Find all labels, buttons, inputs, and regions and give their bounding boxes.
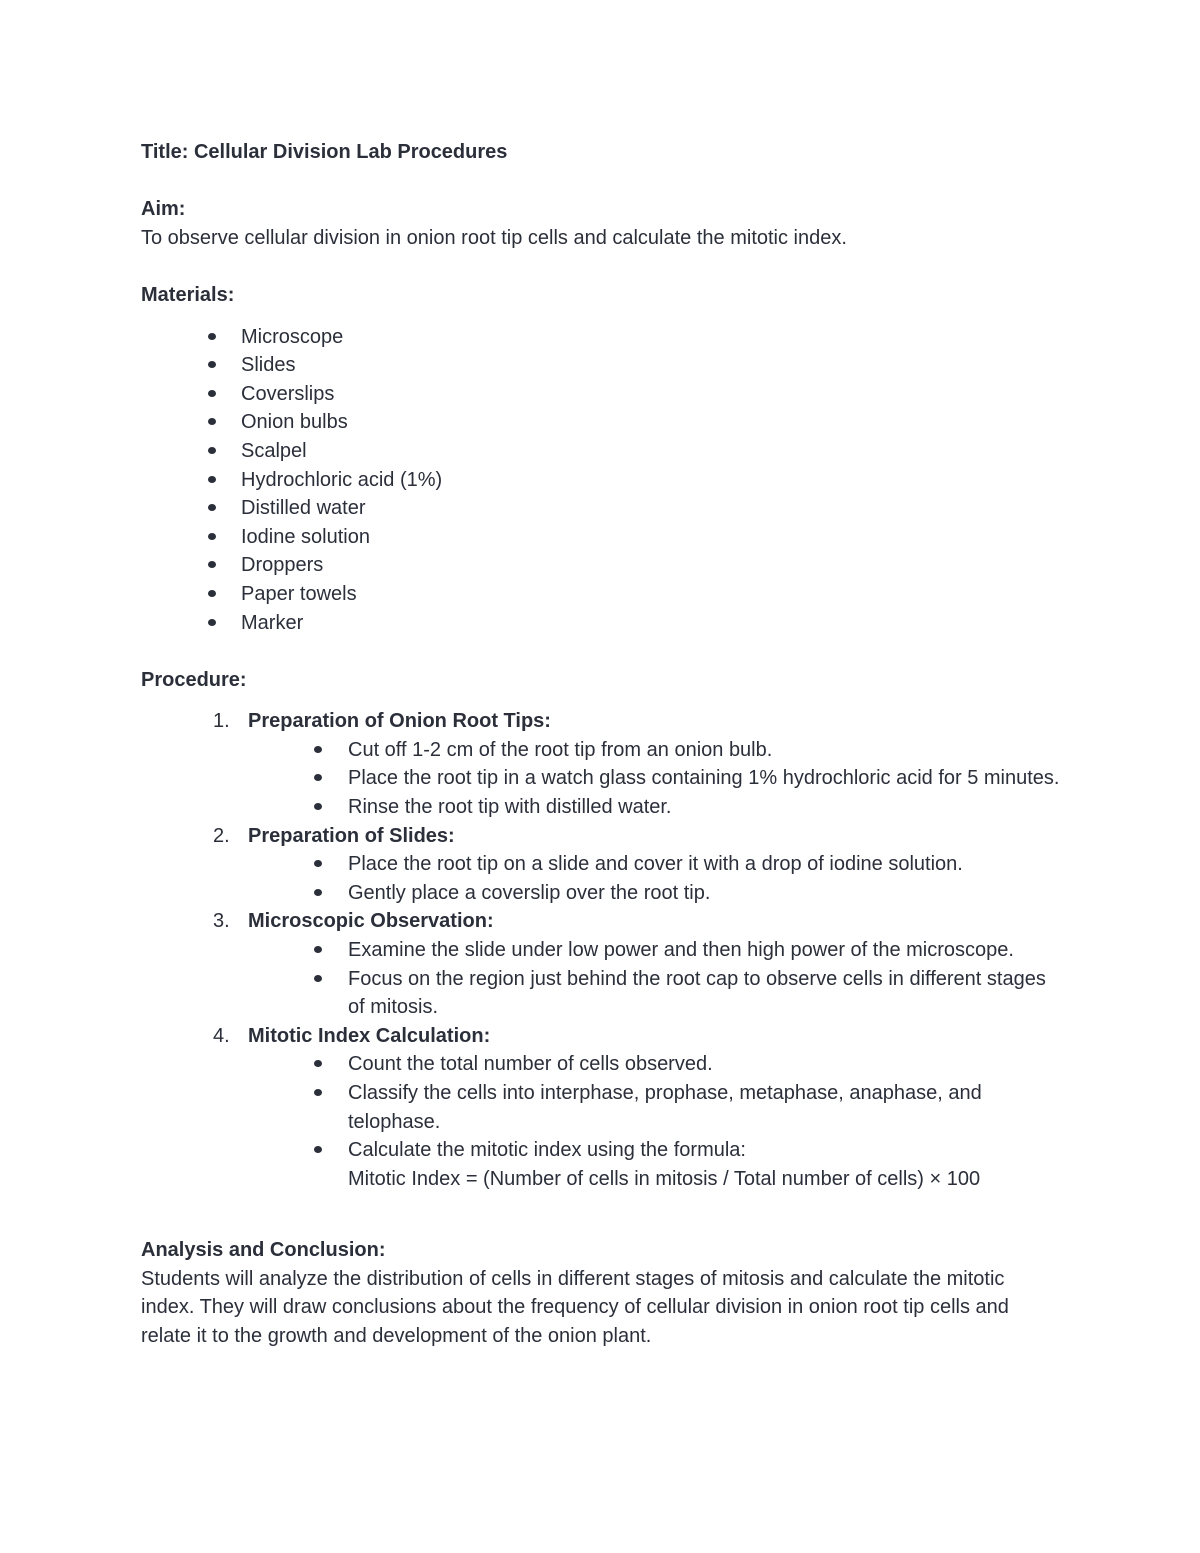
bullet-icon (208, 447, 216, 454)
bullet-icon (208, 333, 216, 340)
list-item: Scalpel (141, 437, 1061, 466)
procedure-steps (141, 707, 1061, 1193)
step-number: 4. (213, 1024, 230, 1047)
aim-heading: Aim: (141, 198, 186, 221)
step-number: 3. (213, 910, 230, 933)
bullet-icon (314, 1060, 322, 1067)
list-item: Distilled water (141, 494, 1061, 523)
procedure-heading: Procedure: (141, 668, 247, 691)
list-item: Onion bulbs (141, 408, 1061, 437)
list-item: Calculate the mitotic index using the formula: Mitotic Index = (Number of cells in mitosis / Total number of cells) × 100 (141, 1136, 1061, 1193)
procedure-step (141, 822, 1061, 908)
step-title: Microscopic Observation: (248, 910, 494, 933)
analysis-text: Students will analyze the distribution of cells in different stages of mitosis and calculate the mitotic index. They will draw conclusions about the frequency of cellular division in onion root tip cells and relate it to the growth and development of the onion plant. (141, 1267, 1009, 1347)
step-title: Preparation of Slides: (248, 824, 455, 847)
list-item: Classify the cells into interphase, prophase, metaphase, anaphase, and telophase. (141, 1079, 1061, 1136)
bullet-icon (314, 803, 322, 810)
list-item: Coverslips (141, 380, 1061, 409)
step-items (248, 850, 1061, 907)
bullet-icon (314, 889, 322, 896)
bullet-icon (314, 946, 322, 953)
list-item: Gently place a coverslip over the root tip. (141, 879, 1061, 908)
procedure-step (141, 1022, 1061, 1194)
list-item: Paper towels (141, 580, 1061, 609)
step-number: 2. (213, 824, 230, 847)
list-item: Iodine solution (141, 523, 1061, 552)
list-item: Hydrochloric acid (1%) (141, 466, 1061, 495)
list-item: Focus on the region just behind the root cap to observe cells in different stages of mitosis. (141, 965, 1061, 1022)
list-item: Droppers (141, 551, 1061, 580)
aim-text: To observe cellular division in onion root tip cells and calculate the mitotic index. (141, 226, 847, 249)
bullet-icon (314, 1146, 322, 1153)
list-item: Place the root tip on a slide and cover it with a drop of iodine solution. (141, 850, 1061, 879)
list-item: Cut off 1-2 cm of the root tip from an onion bulb. (141, 736, 1061, 765)
bullet-icon (208, 476, 216, 483)
mitotic-index-formula: Mitotic Index = (Number of cells in mitosis / Total number of cells) × 100 (348, 1167, 981, 1190)
bullet-icon (208, 504, 216, 511)
materials-list (141, 323, 1061, 638)
bullet-icon (314, 860, 322, 867)
bullet-icon (208, 619, 216, 626)
bullet-icon (314, 1089, 322, 1096)
list-item: Examine the slide under low power and then high power of the microscope. (141, 936, 1061, 965)
list-item: Count the total number of cells observed. (141, 1050, 1061, 1079)
list-item: Marker (141, 609, 1061, 638)
list-item: Microscope (141, 323, 1061, 352)
materials-heading: Materials: (141, 283, 235, 306)
bullet-icon (314, 774, 322, 781)
step-number: 1. (213, 710, 230, 733)
bullet-icon (208, 390, 216, 397)
step-title: Mitotic Index Calculation: (248, 1024, 491, 1047)
bullet-icon (314, 975, 322, 982)
step-title: Preparation of Onion Root Tips: (248, 710, 551, 733)
bullet-icon (208, 590, 216, 597)
bullet-icon (208, 361, 216, 368)
bullet-icon (208, 533, 216, 540)
list-item: Place the root tip in a watch glass containing 1% hydrochloric acid for 5 minutes. (141, 764, 1061, 793)
bullet-icon (314, 746, 322, 753)
step-items (248, 736, 1061, 822)
list-item: Rinse the root tip with distilled water. (141, 793, 1061, 822)
document-page (141, 138, 1061, 1350)
analysis-heading: Analysis and Conclusion: (141, 1238, 386, 1261)
procedure-step (141, 907, 1061, 1021)
step-items (248, 936, 1061, 1022)
document-title: Title: Cellular Division Lab Procedures (141, 141, 508, 163)
list-item: Slides (141, 351, 1061, 380)
bullet-icon (208, 561, 216, 568)
step-items (248, 1050, 1061, 1193)
bullet-icon (208, 418, 216, 425)
procedure-step (141, 707, 1061, 821)
